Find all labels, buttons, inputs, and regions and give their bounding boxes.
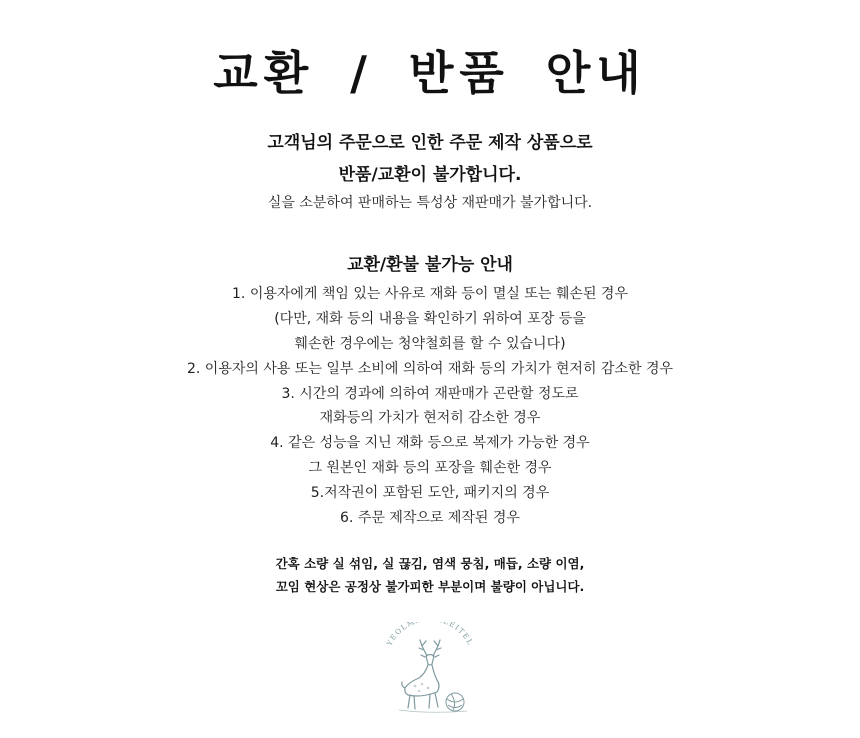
brand-logo xyxy=(375,622,485,718)
intro-note: 실을 소분하여 판매하는 특성상 재판매가 불가합니다. xyxy=(267,195,593,211)
condition-line: 그 원본인 재화 등의 포장을 훼손한 경우 xyxy=(308,460,552,477)
page-title: 교환 / 반품 안내 xyxy=(213,46,647,100)
disclaimer-line-1: 간혹 소량 실 섞임, 실 끊김, 염색 뭉침, 매듭, 소량 이염, xyxy=(275,556,585,571)
condition-line: 5.저작권이 포함된 도안, 패키지의 경우 xyxy=(310,485,550,502)
logo-wordmark: YEOLM EITEL xyxy=(384,622,476,648)
condition-line: 재화등의 가치가 현저히 감소한 경우 xyxy=(319,410,541,427)
condition-line: 3. 시간의 경과에 의하여 재판매가 곤란할 정도로 xyxy=(281,385,579,402)
disclaimer-line-2: 꼬임 현상은 공정상 불가피한 부분이며 불량이 아닙니다. xyxy=(275,579,585,594)
svg-text:YEOLMAEDALEITEL xyxy=(384,622,475,648)
conditions-list xyxy=(0,282,860,531)
condition-line: 4. 같은 성능을 지닌 재화 등으로 복제가 가능한 경우 xyxy=(270,435,590,452)
intro-line-2: 반품/교환이 불가합니다. xyxy=(338,165,522,185)
section-title: 교환/환불 불가능 안내 xyxy=(347,255,513,275)
condition-line: 훼손한 경우에는 청약철회를 할 수 있습니다) xyxy=(294,335,566,352)
condition-line: (다만, 재화 등의 내용을 확인하기 위하여 포장 등을 xyxy=(274,310,586,327)
condition-line: 2. 이용자의 사용 또는 일부 소비에 의하여 재화 등의 가치가 현저히 감소한 경우 xyxy=(186,360,673,377)
deer-logo-icon xyxy=(375,622,485,718)
intro-line-1: 고객님의 주문으로 인한 주문 제작 상품으로 xyxy=(267,133,593,153)
condition-line: 1. 이용자에게 책임 있는 사유로 재화 등이 멸실 또는 훼손된 경우 xyxy=(232,286,628,302)
condition-line: 6. 주문 제작으로 제작된 경우 xyxy=(340,510,520,527)
